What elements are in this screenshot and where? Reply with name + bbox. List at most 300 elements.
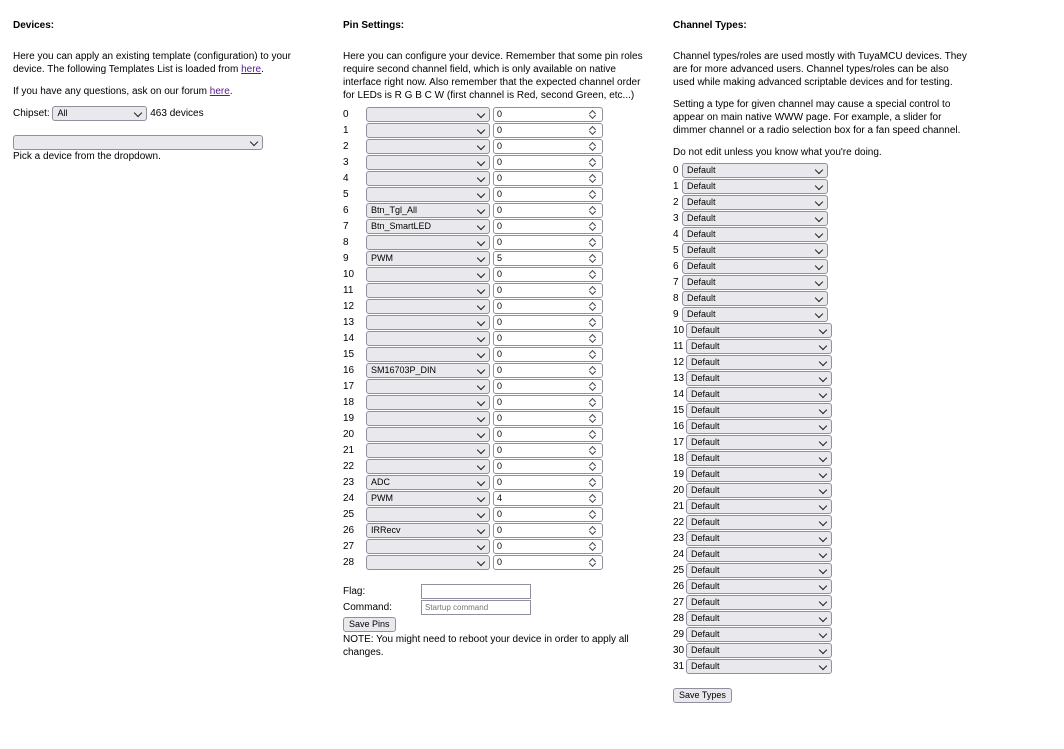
channel-index: 19	[673, 469, 685, 480]
spinner-icon[interactable]	[588, 172, 598, 185]
channel-type-value: Default	[691, 549, 720, 559]
chevron-down-icon	[819, 342, 827, 350]
forum-link[interactable]: here	[209, 86, 230, 97]
pin-channel-input[interactable]	[493, 475, 603, 490]
pin-channel-value: 5	[497, 253, 503, 263]
channel-type-value: Default	[691, 373, 720, 383]
pin-index: 5	[343, 189, 349, 200]
spinner-icon[interactable]	[588, 188, 598, 201]
pin-role-select[interactable]	[366, 459, 490, 474]
channel-type-value: Default	[691, 469, 720, 479]
pin-channel-input[interactable]	[493, 395, 603, 410]
pin-settings-section	[343, 0, 643, 668]
channel-type-select[interactable]	[682, 163, 828, 178]
pin-role-select[interactable]	[366, 267, 490, 282]
channel-row	[673, 579, 983, 595]
pin-role-value: IRRecv	[371, 525, 401, 535]
pin-channel-input[interactable]	[493, 107, 603, 122]
spinner-icon[interactable]	[588, 268, 598, 281]
pin-index: 14	[343, 333, 355, 344]
channel-types-heading: Channel Types:	[673, 20, 747, 31]
spinner-icon[interactable]	[588, 140, 598, 153]
pin-channel-value: 0	[497, 109, 503, 119]
channel-index: 3	[673, 213, 679, 224]
spinner-icon[interactable]	[588, 236, 598, 249]
channel-type-value: Default	[691, 421, 720, 431]
channel-type-select[interactable]	[682, 179, 828, 194]
channel-index: 0	[673, 165, 679, 176]
spinner-icon[interactable]	[588, 508, 598, 521]
chevron-down-icon	[477, 142, 485, 150]
channel-type-select[interactable]	[686, 659, 832, 674]
pin-channel-input[interactable]	[493, 379, 603, 394]
flag-label: Flag:	[343, 586, 366, 597]
pin-index: 12	[343, 301, 355, 312]
pin-role-value: Btn_SmartLED	[371, 221, 432, 231]
pin-role-select[interactable]	[366, 187, 490, 202]
pin-role-select[interactable]	[366, 523, 490, 538]
channel-index: 20	[673, 485, 685, 496]
pin-channel-value: 0	[497, 445, 503, 455]
chevron-down-icon	[815, 214, 823, 222]
spinner-icon[interactable]	[588, 540, 598, 553]
channel-type-select[interactable]	[686, 547, 832, 562]
channel-index: 10	[673, 325, 685, 336]
pin-role-select[interactable]	[366, 475, 490, 490]
chevron-down-icon	[819, 550, 827, 558]
channel-type-select[interactable]	[682, 195, 828, 210]
reboot-note: NOTE: You might need to reboot your device in order to apply all changes.	[343, 634, 629, 658]
pin-channel-input[interactable]	[493, 411, 603, 426]
chevron-down-icon	[477, 446, 485, 454]
channel-type-select[interactable]	[682, 211, 828, 226]
spinner-icon[interactable]	[588, 476, 598, 489]
channel-type-select[interactable]	[686, 595, 832, 610]
chevron-down-icon	[815, 246, 823, 254]
chevron-down-icon	[815, 262, 823, 270]
command-row	[343, 600, 643, 616]
chevron-down-icon	[815, 166, 823, 174]
channel-row	[673, 275, 983, 291]
channel-index: 26	[673, 581, 685, 592]
pin-channel-value: 0	[497, 365, 503, 375]
pin-index: 25	[343, 509, 355, 520]
spinner-icon[interactable]	[588, 220, 598, 233]
chevron-down-icon	[815, 230, 823, 238]
channel-type-value: Default	[691, 357, 720, 367]
channel-index: 21	[673, 501, 685, 512]
spinner-icon[interactable]	[588, 124, 598, 137]
spinner-icon[interactable]	[588, 204, 598, 217]
save-types-row	[673, 688, 983, 703]
pin-row	[343, 315, 643, 331]
chevron-down-icon	[477, 366, 485, 374]
channel-type-select[interactable]	[682, 275, 828, 290]
devices-heading: Devices:	[13, 20, 55, 31]
channel-index: 22	[673, 517, 685, 528]
spinner-icon[interactable]	[588, 380, 598, 393]
channel-type-value: Default	[687, 181, 716, 191]
chevron-down-icon	[819, 358, 827, 366]
channel-row	[673, 467, 983, 483]
pin-index: 3	[343, 157, 349, 168]
channel-type-select[interactable]	[686, 467, 832, 482]
chevron-down-icon	[819, 454, 827, 462]
pin-channel-value: 0	[497, 125, 503, 135]
channel-type-select[interactable]	[686, 643, 832, 658]
channel-type-value: Default	[691, 389, 720, 399]
channel-type-select[interactable]	[686, 387, 832, 402]
devices-intro-end: .	[261, 64, 264, 75]
device-select[interactable]	[13, 135, 263, 150]
flag-row	[343, 584, 643, 600]
spinner-icon[interactable]	[588, 412, 598, 425]
pin-channel-input[interactable]	[493, 555, 603, 570]
spinner-icon[interactable]	[588, 492, 598, 505]
spinner-icon[interactable]	[588, 460, 598, 473]
devices-intro-text: Here you can apply an existing template (configuration) to your device. The following Templates List is loaded from	[13, 51, 291, 75]
pin-index: 24	[343, 493, 355, 504]
pin-row	[343, 475, 643, 491]
channel-type-select[interactable]	[686, 451, 832, 466]
flag-input[interactable]	[421, 584, 531, 599]
pin-channel-value: 0	[497, 221, 503, 231]
spinner-icon[interactable]	[588, 316, 598, 329]
pin-role-select[interactable]	[366, 347, 490, 362]
pin-channel-input[interactable]	[493, 539, 603, 554]
pin-channel-value: 0	[497, 189, 503, 199]
channel-index: 18	[673, 453, 685, 464]
pin-role-select[interactable]	[366, 235, 490, 250]
pin-role-select[interactable]	[366, 123, 490, 138]
channel-row	[673, 435, 983, 451]
chevron-down-icon	[819, 486, 827, 494]
pin-channel-input[interactable]	[493, 523, 603, 538]
chevron-down-icon	[477, 398, 485, 406]
channel-type-select[interactable]	[682, 307, 828, 322]
channel-type-value: Default	[687, 293, 716, 303]
pin-channel-input[interactable]	[493, 283, 603, 298]
pin-role-value: Btn_Tgl_All	[371, 205, 418, 215]
spinner-icon[interactable]	[588, 284, 598, 297]
pin-channel-value: 0	[497, 173, 503, 183]
channel-type-value: Default	[691, 533, 720, 543]
pin-channel-value: 0	[497, 317, 503, 327]
channel-type-select[interactable]	[686, 435, 832, 450]
pin-settings-heading: Pin Settings:	[343, 20, 405, 31]
channel-row	[673, 563, 983, 579]
pin-channel-value: 0	[497, 157, 503, 167]
pin-channel-value: 0	[497, 541, 503, 551]
chevron-down-icon	[815, 198, 823, 206]
pin-channel-input[interactable]	[493, 219, 603, 234]
channel-index: 7	[673, 277, 679, 288]
pin-row	[343, 443, 643, 459]
pin-role-select[interactable]	[366, 299, 490, 314]
chipset-row	[13, 106, 313, 122]
channel-type-select[interactable]	[686, 355, 832, 370]
channel-row	[673, 371, 983, 387]
pin-row	[343, 251, 643, 267]
pin-channel-value: 0	[497, 509, 503, 519]
chevron-down-icon	[477, 414, 485, 422]
pin-row	[343, 139, 643, 155]
chipset-select[interactable]	[52, 106, 147, 121]
pin-index: 28	[343, 557, 355, 568]
channel-type-select[interactable]	[686, 627, 832, 642]
pin-index: 20	[343, 429, 355, 440]
pin-index: 4	[343, 173, 349, 184]
chevron-down-icon	[819, 534, 827, 542]
chevron-down-icon	[477, 238, 485, 246]
pin-channel-input[interactable]	[493, 235, 603, 250]
channel-index: 28	[673, 613, 685, 624]
pin-channel-input[interactable]	[493, 187, 603, 202]
pin-channel-input[interactable]	[493, 267, 603, 282]
channel-index: 27	[673, 597, 685, 608]
pin-row	[343, 283, 643, 299]
pin-row	[343, 411, 643, 427]
channel-row	[673, 211, 983, 227]
chevron-down-icon	[477, 302, 485, 310]
pin-index: 19	[343, 413, 355, 424]
chevron-down-icon	[819, 598, 827, 606]
command-label: Command:	[343, 602, 392, 613]
spinner-icon[interactable]	[588, 252, 598, 265]
pin-channel-input[interactable]	[493, 155, 603, 170]
spinner-icon[interactable]	[588, 396, 598, 409]
channel-type-value: Default	[691, 453, 720, 463]
pin-index: 13	[343, 317, 355, 328]
pin-row	[343, 171, 643, 187]
chevron-down-icon	[477, 206, 485, 214]
channel-type-select[interactable]	[686, 323, 832, 338]
pin-channel-input[interactable]	[493, 139, 603, 154]
channel-type-select[interactable]	[686, 531, 832, 546]
templates-list-link[interactable]: here	[241, 64, 262, 75]
channel-row	[673, 339, 983, 355]
spinner-icon[interactable]	[588, 428, 598, 441]
pin-row	[343, 523, 643, 539]
channel-type-select[interactable]	[686, 371, 832, 386]
pin-channel-input[interactable]	[493, 347, 603, 362]
chevron-down-icon	[819, 470, 827, 478]
devices-section	[13, 0, 313, 163]
pin-row	[343, 107, 643, 123]
pin-role-select[interactable]	[366, 427, 490, 442]
pin-rows	[343, 107, 643, 571]
pin-role-select[interactable]	[366, 507, 490, 522]
pin-row	[343, 459, 643, 475]
channel-row	[673, 643, 983, 659]
chevron-down-icon	[819, 646, 827, 654]
pin-channel-input[interactable]	[493, 171, 603, 186]
pin-channel-value: 0	[497, 381, 503, 391]
channel-type-select[interactable]	[686, 499, 832, 514]
pin-row	[343, 491, 643, 507]
channel-row	[673, 323, 983, 339]
chevron-down-icon	[477, 270, 485, 278]
pin-channel-value: 0	[497, 525, 503, 535]
pin-channel-input[interactable]	[493, 203, 603, 218]
chevron-down-icon	[477, 542, 485, 550]
channel-index: 8	[673, 293, 679, 304]
channel-type-value: Default	[691, 581, 720, 591]
channel-type-select[interactable]	[686, 403, 832, 418]
pin-channel-input[interactable]	[493, 491, 603, 506]
channel-index: 16	[673, 421, 685, 432]
pin-channel-value: 0	[497, 461, 503, 471]
pin-role-select[interactable]	[366, 395, 490, 410]
channel-type-value: Default	[691, 597, 720, 607]
pin-role-select[interactable]	[366, 203, 490, 218]
pin-role-select[interactable]	[366, 107, 490, 122]
pin-role-select[interactable]	[366, 363, 490, 378]
channel-row	[673, 627, 983, 643]
chevron-down-icon	[819, 614, 827, 622]
pin-role-select[interactable]	[366, 171, 490, 186]
channel-type-select[interactable]	[686, 579, 832, 594]
pin-role-select[interactable]	[366, 251, 490, 266]
pin-channel-value: 0	[497, 237, 503, 247]
chipset-select-value: All	[57, 108, 68, 118]
channel-type-select[interactable]	[686, 563, 832, 578]
pin-role-select[interactable]	[366, 283, 490, 298]
pin-channel-input[interactable]	[493, 459, 603, 474]
pin-settings-intro: Here you can configure your device. Remember that some pin roles require second channel field, which is only available on native interface right now. Also remember that the expected channel order for LEDs is R G B C W (first channel is Red, second Green, etc...)	[343, 51, 643, 101]
chevron-down-icon	[819, 518, 827, 526]
spinner-icon[interactable]	[588, 348, 598, 361]
channel-type-value: Default	[691, 629, 720, 639]
channel-type-value: Default	[687, 261, 716, 271]
pin-role-value: ADC	[371, 477, 391, 487]
channel-index: 1	[673, 181, 679, 192]
chevron-down-icon	[134, 109, 142, 117]
pin-channel-input[interactable]	[493, 443, 603, 458]
pin-role-select[interactable]	[366, 555, 490, 570]
pin-index: 16	[343, 365, 355, 376]
pin-role-value: SM16703P_DIN	[371, 365, 437, 375]
save-pins-button[interactable]: Save Pins	[343, 617, 396, 632]
pin-role-select[interactable]	[366, 491, 490, 506]
chevron-down-icon	[477, 254, 485, 262]
channel-index: 2	[673, 197, 679, 208]
pin-role-select[interactable]	[366, 539, 490, 554]
channel-type-select[interactable]	[682, 259, 828, 274]
spinner-icon[interactable]	[588, 556, 598, 569]
chevron-down-icon	[815, 310, 823, 318]
channel-type-value: Default	[687, 245, 716, 255]
pin-role-select[interactable]	[366, 219, 490, 234]
pin-row	[343, 203, 643, 219]
channel-type-value: Default	[687, 229, 716, 239]
spinner-icon[interactable]	[588, 156, 598, 169]
pin-row	[343, 155, 643, 171]
pin-role-select[interactable]	[366, 331, 490, 346]
channel-index: 31	[673, 661, 685, 672]
chevron-down-icon	[477, 382, 485, 390]
spinner-icon[interactable]	[588, 364, 598, 377]
chevron-down-icon	[819, 422, 827, 430]
pin-channel-value: 0	[497, 557, 503, 567]
channel-type-value: Default	[687, 277, 716, 287]
pin-role-select[interactable]	[366, 315, 490, 330]
pin-role-select[interactable]	[366, 411, 490, 426]
pin-channel-input[interactable]	[493, 427, 603, 442]
pin-role-select[interactable]	[366, 155, 490, 170]
channel-type-select[interactable]	[682, 243, 828, 258]
channel-type-value: Default	[687, 165, 716, 175]
channel-type-value: Default	[691, 405, 720, 415]
channel-index: 25	[673, 565, 685, 576]
pin-channel-input[interactable]	[493, 331, 603, 346]
pin-row	[343, 347, 643, 363]
pin-role-value: PWM	[371, 253, 393, 263]
spinner-icon[interactable]	[588, 300, 598, 313]
chevron-down-icon	[819, 326, 827, 334]
pin-role-select[interactable]	[366, 379, 490, 394]
chevron-down-icon	[477, 174, 485, 182]
chevron-down-icon	[477, 334, 485, 342]
pin-channel-input[interactable]	[493, 299, 603, 314]
channel-type-value: Default	[687, 197, 716, 207]
chevron-down-icon	[477, 158, 485, 166]
pin-index: 0	[343, 109, 349, 120]
spinner-icon[interactable]	[588, 444, 598, 457]
spinner-icon[interactable]	[588, 332, 598, 345]
pin-channel-value: 0	[497, 333, 503, 343]
pin-role-select[interactable]	[366, 139, 490, 154]
pin-form	[343, 584, 643, 659]
pin-row	[343, 555, 643, 571]
spinner-icon[interactable]	[588, 108, 598, 121]
chevron-down-icon	[815, 182, 823, 190]
pin-channel-input[interactable]	[493, 507, 603, 522]
pin-index: 18	[343, 397, 355, 408]
forum-text-label: If you have any questions, ask on our forum	[13, 86, 207, 97]
spinner-icon[interactable]	[588, 524, 598, 537]
pin-channel-input[interactable]	[493, 251, 603, 266]
channel-type-select[interactable]	[686, 419, 832, 434]
channel-type-select[interactable]	[682, 227, 828, 242]
pin-channel-input[interactable]	[493, 315, 603, 330]
chevron-down-icon	[477, 318, 485, 326]
pin-channel-input[interactable]	[493, 363, 603, 378]
channel-index: 5	[673, 245, 679, 256]
save-types-button[interactable]: Save Types	[673, 688, 732, 703]
pin-index: 7	[343, 221, 349, 232]
channel-type-select[interactable]	[686, 515, 832, 530]
channel-index: 23	[673, 533, 685, 544]
pin-index: 27	[343, 541, 355, 552]
channel-type-select[interactable]	[686, 611, 832, 626]
channel-type-value: Default	[691, 645, 720, 655]
channel-type-value: Default	[691, 485, 720, 495]
channel-row	[673, 403, 983, 419]
channel-row	[673, 547, 983, 563]
chevron-down-icon	[819, 374, 827, 382]
chevron-down-icon	[477, 126, 485, 134]
chevron-down-icon	[477, 526, 485, 534]
pin-role-select[interactable]	[366, 443, 490, 458]
command-input[interactable]: Startup command	[421, 600, 531, 615]
channel-row	[673, 499, 983, 515]
channel-type-select[interactable]	[686, 483, 832, 498]
pin-channel-input[interactable]	[493, 123, 603, 138]
channel-type-select[interactable]	[686, 339, 832, 354]
channel-type-select[interactable]	[682, 291, 828, 306]
channel-row	[673, 259, 983, 275]
